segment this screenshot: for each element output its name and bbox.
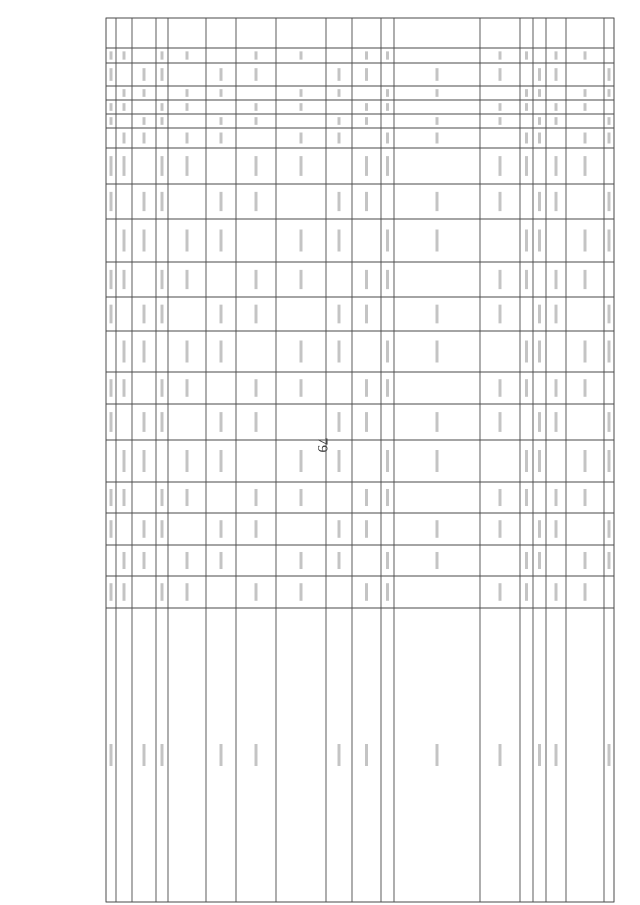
cell-text-mark	[143, 744, 146, 766]
cell-text-mark	[555, 103, 558, 111]
cell-text-mark	[436, 133, 439, 144]
cell-text-mark	[143, 133, 146, 144]
cell-text-mark	[123, 89, 126, 97]
cell-text-mark	[338, 68, 341, 81]
cell-text-mark	[386, 230, 389, 252]
cell-text-mark	[300, 103, 303, 111]
cell-text-mark	[555, 270, 558, 289]
cell-text-mark	[584, 552, 587, 569]
cell-text-mark	[110, 412, 113, 432]
cell-text-mark	[255, 103, 258, 111]
cell-text-mark	[584, 583, 587, 601]
cell-text-mark	[499, 68, 502, 81]
cell-text-mark	[555, 412, 558, 432]
cell-text-mark	[255, 270, 258, 289]
cell-text-mark	[161, 412, 164, 432]
cell-text-mark	[525, 341, 528, 363]
cell-text-mark	[499, 192, 502, 211]
cell-text-mark	[143, 305, 146, 324]
cell-text-mark	[300, 450, 303, 472]
cell-text-mark	[584, 230, 587, 252]
cell-text-mark	[538, 89, 541, 97]
cell-text-mark	[608, 305, 611, 324]
cell-text-mark	[220, 744, 223, 766]
cell-text-mark	[386, 51, 389, 59]
cell-text-mark	[123, 103, 126, 111]
cell-text-mark	[220, 305, 223, 324]
cell-text-mark	[365, 520, 368, 538]
cell-text-mark	[555, 583, 558, 601]
cell-text-mark	[499, 51, 502, 59]
cell-text-mark	[555, 51, 558, 59]
cell-text-mark	[538, 192, 541, 211]
cell-text-mark	[436, 192, 439, 211]
cell-text-mark	[300, 156, 303, 176]
cell-text-mark	[608, 341, 611, 363]
cell-text-mark	[161, 520, 164, 538]
cell-text-mark	[584, 379, 587, 397]
cell-text-mark	[436, 744, 439, 766]
cell-text-mark	[338, 192, 341, 211]
cell-text-mark	[143, 450, 146, 472]
cell-text-mark	[365, 583, 368, 601]
cell-text-mark	[255, 117, 258, 125]
cell-text-mark	[300, 51, 303, 59]
cell-text-mark	[499, 489, 502, 506]
cell-text-mark	[584, 341, 587, 363]
cell-text-mark	[110, 51, 113, 59]
cell-text-mark	[499, 744, 502, 766]
cell-text-mark	[220, 230, 223, 252]
cell-text-mark	[386, 450, 389, 472]
cell-text-mark	[338, 341, 341, 363]
cell-text-mark	[123, 379, 126, 397]
cell-text-mark	[186, 489, 189, 506]
cell-text-mark	[525, 583, 528, 601]
cell-text-mark	[255, 156, 258, 176]
cell-text-mark	[161, 379, 164, 397]
cell-text-mark	[338, 412, 341, 432]
cell-text-mark	[161, 68, 164, 81]
cell-text-mark	[110, 744, 113, 766]
cell-text-mark	[538, 744, 541, 766]
cell-text-mark	[584, 133, 587, 144]
cell-text-mark	[365, 489, 368, 506]
cell-text-mark	[186, 552, 189, 569]
cell-text-mark	[255, 489, 258, 506]
cell-text-mark	[538, 305, 541, 324]
cell-text-mark	[386, 270, 389, 289]
cell-text-mark	[338, 305, 341, 324]
cell-text-mark	[300, 133, 303, 144]
cell-text-mark	[338, 552, 341, 569]
cell-text-mark	[525, 379, 528, 397]
cell-text-mark	[365, 305, 368, 324]
cell-text-mark	[436, 520, 439, 538]
cell-text-mark	[386, 103, 389, 111]
cell-text-mark	[365, 68, 368, 81]
cell-text-mark	[110, 305, 113, 324]
cell-text-mark	[161, 51, 164, 59]
cell-text-mark	[255, 305, 258, 324]
cell-text-mark	[525, 103, 528, 111]
cell-text-mark	[555, 156, 558, 176]
cell-text-mark	[123, 270, 126, 289]
cell-text-mark	[608, 133, 611, 144]
cell-text-mark	[499, 520, 502, 538]
cell-text-mark	[555, 520, 558, 538]
cell-text-mark	[365, 117, 368, 125]
cell-text-mark	[555, 68, 558, 81]
cell-text-mark	[525, 552, 528, 569]
cell-text-mark	[338, 520, 341, 538]
cell-text-mark	[436, 68, 439, 81]
cell-text-mark	[538, 341, 541, 363]
cell-text-mark	[525, 156, 528, 176]
cell-text-mark	[143, 552, 146, 569]
cell-text-mark	[525, 270, 528, 289]
cell-text-mark	[255, 192, 258, 211]
cell-text-mark	[143, 230, 146, 252]
cell-text-mark	[584, 103, 587, 111]
cell-text-mark	[220, 68, 223, 81]
table-columns	[106, 18, 614, 902]
cell-text-mark	[365, 156, 368, 176]
cell-text-mark	[186, 270, 189, 289]
cell-text-mark	[123, 552, 126, 569]
cell-text-mark	[143, 341, 146, 363]
page-number: 79	[314, 437, 330, 453]
cell-text-mark	[365, 192, 368, 211]
cell-text-mark	[186, 156, 189, 176]
cell-text-mark	[436, 117, 439, 125]
cell-text-mark	[584, 270, 587, 289]
cell-text-mark	[186, 379, 189, 397]
cell-text-mark	[386, 89, 389, 97]
cell-text-mark	[608, 520, 611, 538]
cell-text-mark	[143, 520, 146, 538]
cell-text-mark	[365, 103, 368, 111]
cell-text-mark	[538, 68, 541, 81]
cell-text-mark	[608, 117, 611, 125]
cell-text-mark	[220, 412, 223, 432]
cell-text-mark	[499, 117, 502, 125]
cell-text-mark	[525, 89, 528, 97]
cell-text-mark	[300, 583, 303, 601]
cell-text-mark	[499, 156, 502, 176]
cell-text-mark	[186, 133, 189, 144]
cell-text-mark	[365, 744, 368, 766]
cell-text-mark	[499, 270, 502, 289]
cell-text-mark	[186, 341, 189, 363]
cell-text-mark	[300, 341, 303, 363]
cell-text-mark	[525, 450, 528, 472]
cell-text-mark	[110, 379, 113, 397]
cell-text-mark	[499, 379, 502, 397]
cell-text-mark	[161, 270, 164, 289]
cell-text-mark	[186, 583, 189, 601]
cell-text-mark	[555, 489, 558, 506]
cell-text-mark	[255, 744, 258, 766]
cell-text-mark	[525, 133, 528, 144]
cell-text-mark	[555, 379, 558, 397]
cell-text-mark	[365, 412, 368, 432]
table-rows	[106, 18, 614, 902]
cell-text-mark	[123, 489, 126, 506]
cell-text-mark	[186, 103, 189, 111]
cell-text-mark	[110, 103, 113, 111]
cell-text-mark	[555, 192, 558, 211]
cell-text-mark	[525, 230, 528, 252]
table-border	[106, 18, 614, 902]
cell-text-mark	[608, 68, 611, 81]
cell-text-mark	[186, 230, 189, 252]
cell-text-mark	[338, 744, 341, 766]
cell-text-mark	[538, 412, 541, 432]
cell-text-mark	[365, 270, 368, 289]
cell-text-mark	[338, 450, 341, 472]
cell-text-mark	[338, 117, 341, 125]
cell-text-mark	[110, 270, 113, 289]
cell-text-mark	[123, 583, 126, 601]
cell-text-mark	[555, 117, 558, 125]
cell-text-mark	[499, 305, 502, 324]
cell-text-mark	[499, 103, 502, 111]
cell-text-mark	[161, 117, 164, 125]
cell-text-mark	[499, 412, 502, 432]
cell-text-mark	[584, 51, 587, 59]
cell-text-mark	[161, 305, 164, 324]
cell-text-mark	[143, 68, 146, 81]
cell-text-mark	[608, 412, 611, 432]
cell-text-mark	[123, 230, 126, 252]
cell-text-mark	[255, 379, 258, 397]
cell-text-mark	[499, 583, 502, 601]
cell-text-mark	[255, 412, 258, 432]
cell-text-mark	[584, 89, 587, 97]
cell-text-mark	[255, 583, 258, 601]
cell-text-mark	[123, 133, 126, 144]
cell-text-mark	[186, 51, 189, 59]
cell-text-mark	[300, 270, 303, 289]
cell-text-mark	[186, 89, 189, 97]
cell-text-mark	[436, 305, 439, 324]
cell-text-mark	[220, 450, 223, 472]
cell-text-mark	[525, 489, 528, 506]
cell-text-mark	[436, 89, 439, 97]
cell-text-mark	[143, 412, 146, 432]
cell-text-mark	[110, 489, 113, 506]
cell-text-mark	[386, 552, 389, 569]
cell-text-mark	[220, 552, 223, 569]
cell-text-mark	[300, 489, 303, 506]
cell-text-mark	[123, 51, 126, 59]
cell-text-mark	[110, 192, 113, 211]
cell-text-mark	[538, 230, 541, 252]
cell-text-mark	[161, 489, 164, 506]
cell-text-mark	[555, 744, 558, 766]
cell-text-mark	[143, 192, 146, 211]
cell-text-mark	[608, 552, 611, 569]
cell-text-mark	[161, 192, 164, 211]
cell-text-mark	[338, 89, 341, 97]
cell-text-mark	[608, 450, 611, 472]
cell-text-mark	[386, 156, 389, 176]
cell-text-mark	[436, 230, 439, 252]
cell-text-mark	[161, 156, 164, 176]
cell-text-mark	[386, 379, 389, 397]
cell-text-mark	[338, 230, 341, 252]
cell-text-mark	[538, 450, 541, 472]
cell-text-mark	[110, 520, 113, 538]
cell-text-mark	[608, 192, 611, 211]
cell-text-mark	[110, 156, 113, 176]
cell-text-mark	[110, 68, 113, 81]
cell-text-mark	[436, 412, 439, 432]
cell-text-mark	[436, 552, 439, 569]
cell-text-mark	[300, 552, 303, 569]
cell-text-mark	[161, 583, 164, 601]
cell-text-mark	[220, 89, 223, 97]
cell-text-mark	[255, 68, 258, 81]
cell-text-mark	[538, 520, 541, 538]
cell-text-mark	[255, 51, 258, 59]
cell-text-mark	[186, 450, 189, 472]
cell-text-mark	[386, 583, 389, 601]
cell-text-mark	[555, 305, 558, 324]
cell-text-mark	[220, 192, 223, 211]
cell-text-mark	[161, 103, 164, 111]
cell-text-mark	[538, 552, 541, 569]
cell-text-mark	[123, 156, 126, 176]
cell-text-mark	[436, 341, 439, 363]
cell-text-mark	[220, 133, 223, 144]
cell-text-mark	[143, 89, 146, 97]
cell-text-mark	[365, 51, 368, 59]
cell-text-mark	[161, 744, 164, 766]
cell-text-mark	[608, 89, 611, 97]
cell-text-mark	[220, 117, 223, 125]
cell-text-mark	[123, 341, 126, 363]
cell-text-mark	[338, 133, 341, 144]
cell-text-mark	[255, 520, 258, 538]
cell-text-mark	[110, 117, 113, 125]
cell-text-mark	[386, 133, 389, 144]
cell-text-mark	[110, 583, 113, 601]
cell-text-mark	[300, 230, 303, 252]
cell-text-mark	[608, 230, 611, 252]
cell-text-mark	[584, 450, 587, 472]
cell-text-blocks	[110, 51, 611, 766]
cell-text-mark	[538, 117, 541, 125]
cell-text-mark	[525, 51, 528, 59]
cell-text-mark	[365, 379, 368, 397]
cell-text-mark	[386, 341, 389, 363]
cell-text-mark	[300, 89, 303, 97]
cell-text-mark	[143, 117, 146, 125]
cell-text-mark	[123, 450, 126, 472]
cell-text-mark	[608, 744, 611, 766]
cell-text-mark	[220, 341, 223, 363]
cell-text-mark	[538, 133, 541, 144]
cell-text-mark	[436, 450, 439, 472]
cell-text-mark	[584, 156, 587, 176]
cell-text-mark	[220, 520, 223, 538]
cell-text-mark	[300, 379, 303, 397]
cell-text-mark	[584, 489, 587, 506]
cell-text-mark	[386, 489, 389, 506]
